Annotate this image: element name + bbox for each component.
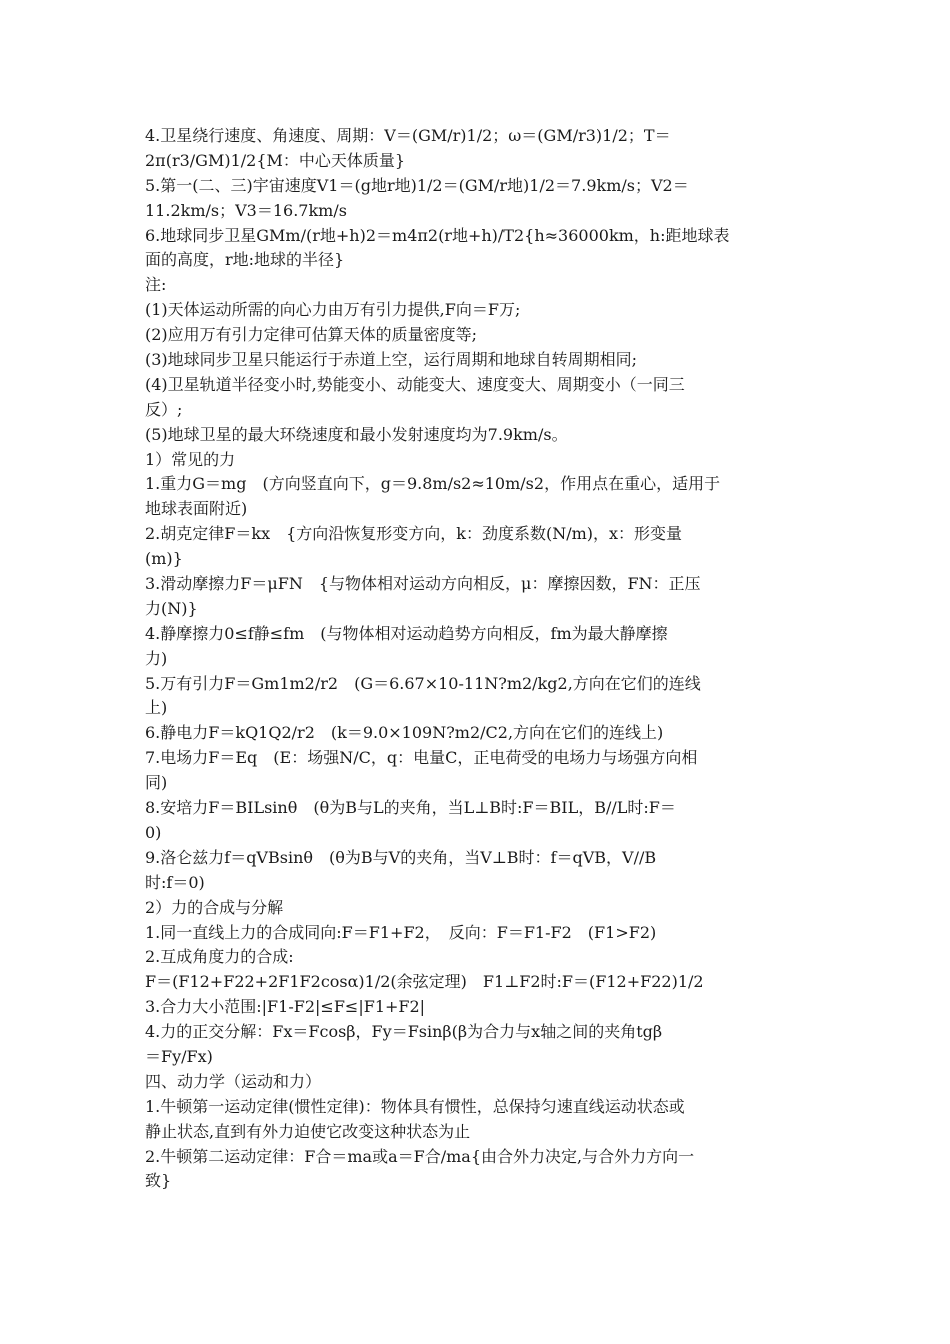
text-line: 9.洛仑兹力f＝qVBsinθ (θ为B与V的夹角，当V⊥B时：f＝qVB，V//B bbox=[145, 847, 657, 867]
text-line: 反）; bbox=[145, 399, 183, 419]
text-line: 注: bbox=[145, 275, 167, 295]
text-line: 静止状态,直到有外力迫使它改变这种状态为止 bbox=[145, 1121, 471, 1141]
text-line: 2.互成角度力的合成: bbox=[145, 947, 294, 967]
text-line: 5.第一(二、三)宇宙速度V1＝(g地r地)1/2＝(GM/r地)1/2＝7.9km/s；V2＝ bbox=[145, 175, 689, 195]
text-line: 上) bbox=[145, 698, 168, 718]
text-line: 时:f＝0) bbox=[145, 872, 205, 892]
text-line: 四、动力学（运动和力） bbox=[145, 1071, 322, 1091]
text-line: 8.安培力F＝BILsinθ (θ为B与L的夹角，当L⊥B时:F＝BIL，B//L时:F＝ bbox=[145, 798, 676, 818]
text-line: 2）力的合成与分解 bbox=[145, 897, 284, 917]
text-line: 力) bbox=[145, 648, 168, 668]
text-line: (1)天体运动所需的向心力由万有引力提供,F向＝F万; bbox=[145, 300, 521, 320]
text-line: 同) bbox=[145, 773, 168, 793]
text-line: 面的高度，r地:地球的半径} bbox=[145, 250, 345, 270]
text-line: 3.合力大小范围:|F1-F2|≤F≤|F1+F2| bbox=[145, 997, 426, 1017]
text-line: (4)卫星轨道半径变小时,势能变小、动能变大、速度变大、周期变小（一同三 bbox=[145, 374, 685, 394]
text-line: (3)地球同步卫星只能运行于赤道上空，运行周期和地球自转周期相同; bbox=[145, 350, 638, 370]
text-line: 地球表面附近) bbox=[145, 499, 248, 519]
text-line: (5)地球卫星的最大环绕速度和最小发射速度均为7.9km/s。 bbox=[145, 424, 568, 444]
text-line: 4.力的正交分解：Fx＝Fcosβ，Fy＝Fsinβ(β为合力与x轴之间的夹角tgβ bbox=[145, 1022, 663, 1042]
text-line: 1.牛顿第一运动定律(惯性定律)：物体具有惯性，总保持匀速直线运动状态或 bbox=[145, 1096, 685, 1116]
text-line: (m)} bbox=[145, 549, 183, 569]
text-line: 2.牛顿第二运动定律：F合＝ma或a＝F合/ma{由合外力决定,与合外力方向一 bbox=[145, 1146, 695, 1166]
text-line: ＝Fy/Fx) bbox=[145, 1046, 213, 1066]
text-line: 2π(r3/GM)1/2{M：中心天体质量} bbox=[145, 150, 406, 170]
text-line: 11.2km/s；V3＝16.7km/s bbox=[145, 200, 347, 220]
text-line: 4.卫星绕行速度、角速度、周期：V＝(GM/r)1/2；ω＝(GM/r3)1/2；T＝ bbox=[145, 126, 671, 145]
text-line: 1.重力G＝mg (方向竖直向下，g＝9.8m/s2≈10m/s2，作用点在重心，适用于 bbox=[145, 474, 721, 494]
text-line: 1.同一直线上力的合成同向:F＝F1+F2， 反向：F＝F1-F2 (F1>F2) bbox=[145, 922, 657, 942]
text-line: 0) bbox=[145, 822, 162, 842]
text-line: 5.万有引力F＝Gm1m2/r2 (G＝6.67×10-11N?m2/kg2,方向在它们的连线 bbox=[145, 673, 701, 693]
text-line: 2.胡克定律F＝kx {方向沿恢复形变方向，k：劲度系数(N/m)，x：形变量 bbox=[145, 524, 683, 544]
text-line: 4.静摩擦力0≤f静≤fm (与物体相对运动趋势方向相反，fm为最大静摩擦 bbox=[145, 623, 668, 643]
text-line: 6.地球同步卫星GMm/(r地+h)2＝m4π2(r地+h)/T2{h≈36000km，h:距地球表 bbox=[145, 225, 730, 245]
document-body bbox=[145, 124, 810, 1194]
text-line: 6.静电力F＝kQ1Q2/r2 (k＝9.0×109N?m2/C2,方向在它们的连线上) bbox=[145, 723, 664, 743]
text-line: 致} bbox=[145, 1171, 172, 1191]
text-line: 7.电场力F＝Eq (E：场强N/C，q：电量C，正电荷受的电场力与场强方向相 bbox=[145, 748, 698, 768]
text-line: 3.滑动摩擦力F＝μFN {与物体相对运动方向相反，μ：摩擦因数，FN：正压 bbox=[145, 574, 701, 594]
text-line: (2)应用万有引力定律可估算天体的质量密度等; bbox=[145, 325, 478, 345]
text-line: F＝(F12+F22+2F1F2cosα)1/2(余弦定理) F1⊥F2时:F＝(F12+F22)1/2 bbox=[145, 972, 704, 992]
text-line: 1）常见的力 bbox=[145, 449, 236, 469]
text-line: 力(N)} bbox=[145, 598, 198, 618]
